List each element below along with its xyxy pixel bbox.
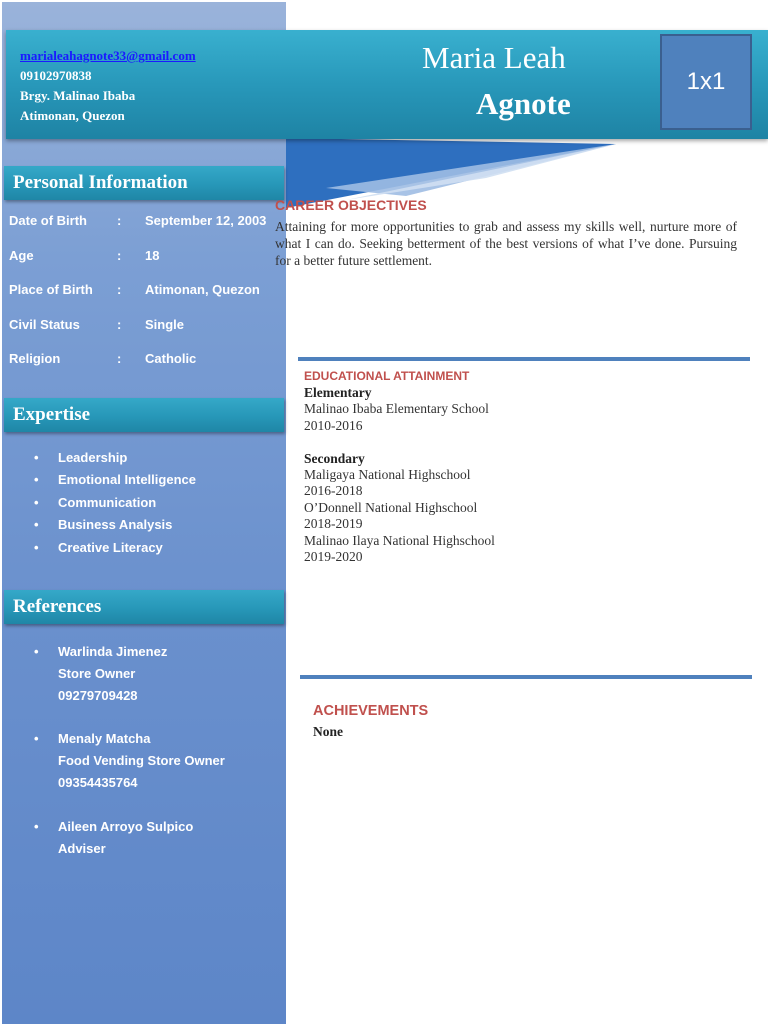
reference-name: Menaly Matcha: [58, 731, 151, 746]
email-link[interactable]: marialeahagnote33@gmail.com: [20, 48, 196, 63]
secondary-years: 2018-2019: [304, 516, 363, 532]
elementary-label: Elementary: [304, 385, 372, 400]
secondary-label: Secondary: [304, 450, 365, 466]
career-objectives-text: Attaining for more opportunities to grab and assess my skills well, nurture more of what I can do. Seeking betterment of the best versions of what I’ve done. Pursuing for a better future settlement.: [275, 219, 737, 268]
reference-entry: [34, 728, 225, 794]
expertise-item: • Emotional Intelligence: [34, 469, 196, 491]
education-block: [304, 385, 495, 565]
info-label: Place of Birth: [9, 282, 93, 297]
reference-role: Store Owner: [58, 666, 136, 681]
secondary-years: 2019-2020: [304, 548, 363, 564]
reference-role: Food Vending Store Owner: [58, 753, 225, 768]
divider: [300, 675, 752, 679]
personal-info-heading: Personal Information: [4, 166, 284, 200]
info-separator: :: [117, 317, 122, 332]
photo-placeholder: 1x1: [660, 34, 752, 130]
info-value: September 12, 2003: [145, 213, 267, 228]
elementary-years: 2010-2016: [304, 417, 363, 433]
info-separator: :: [117, 351, 122, 366]
secondary-years: 2016-2018: [304, 483, 363, 499]
spacer: [304, 434, 495, 450]
reference-name: Warlinda Jimenez: [58, 644, 168, 659]
info-value: Single: [145, 317, 185, 332]
contact-block: [20, 46, 196, 126]
expertise-item: • Leadership: [34, 447, 196, 469]
expertise-item: • Communication: [34, 492, 196, 514]
divider: [298, 357, 750, 361]
last-name: Agnote: [476, 86, 571, 121]
reference-name: Aileen Arroyo Sulpico: [58, 819, 194, 834]
reference-phone: 09279709428: [58, 688, 138, 703]
reference-phone: 09354435764: [58, 775, 138, 790]
address-line-1: Brgy. Malinao Ibaba: [20, 88, 136, 103]
career-objectives-heading: CAREER OBJECTIVES: [275, 197, 427, 213]
info-separator: :: [117, 248, 122, 263]
expertise-heading: Expertise: [4, 398, 284, 432]
info-value: Catholic: [145, 351, 197, 366]
bullet: •: [34, 819, 39, 834]
bullet: •: [34, 731, 39, 746]
secondary-school: Maligaya National Highschool: [304, 466, 471, 482]
info-label: Date of Birth: [9, 213, 87, 228]
phone-text: 09102970838: [20, 68, 92, 83]
secondary-school: Malinao Ilaya National Highschool: [304, 532, 495, 548]
info-value: 18: [145, 248, 160, 263]
expertise-item: • Business Analysis: [34, 514, 196, 536]
achievements-heading: ACHIEVEMENTS: [313, 703, 429, 719]
expertise-item: • Creative Literacy: [34, 537, 196, 559]
address-line-2: Atimonan, Quezon: [20, 108, 125, 123]
secondary-school: O’Donnell National Highschool: [304, 499, 478, 515]
bullet: •: [34, 644, 39, 659]
expertise-list: [34, 447, 196, 559]
info-separator: :: [117, 213, 122, 228]
reference-role: Adviser: [58, 841, 106, 856]
reference-entry: [34, 641, 167, 707]
education-heading: EDUCATIONAL ATTAINMENT: [304, 369, 470, 383]
first-name: Maria Leah: [422, 40, 566, 75]
references-heading: References: [4, 590, 284, 624]
info-label: Religion: [9, 351, 61, 366]
elementary-school: Malinao Ibaba Elementary School: [304, 401, 489, 417]
achievements-text: None: [313, 724, 343, 739]
info-label: Age: [9, 248, 34, 263]
info-label: Civil Status: [9, 317, 80, 332]
info-separator: :: [117, 282, 122, 297]
reference-entry: [34, 816, 193, 860]
info-value: Atimonan, Quezon: [145, 282, 260, 297]
